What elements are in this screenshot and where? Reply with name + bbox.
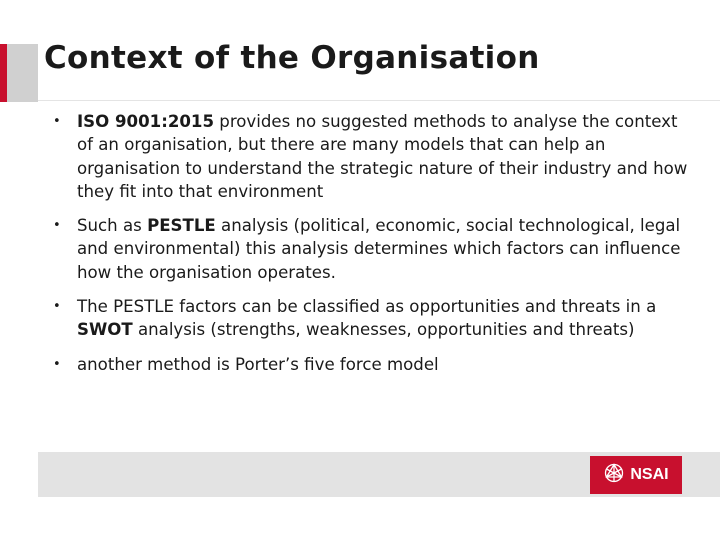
title-accent-red-stripe: [0, 44, 7, 102]
bullet-list: [38, 110, 698, 387]
bullet-text: provides no suggested methods to analyse the context of an organisation, but there are many models that can help an organisation to understand the strategic nature of their industry and how they fit into that environment: [77, 112, 688, 201]
bullet-text: another method is Porter’s five force model: [77, 354, 439, 374]
logo-text: NSAI: [630, 466, 669, 483]
bullet-item: [38, 214, 698, 284]
bullet-marker: •: [53, 299, 61, 315]
bullet-marker: •: [53, 114, 61, 129]
bullet-item: [38, 295, 698, 342]
bullet-text-bold: ISO 9001:2015: [77, 112, 215, 131]
nsai-logo: [590, 456, 682, 494]
title-divider: [38, 100, 720, 101]
slide-title: Context of the Organisation: [44, 40, 540, 76]
bullet-text: The PESTLE factors can be classified as opportunities and threats in a: [77, 297, 657, 317]
bullet-item: [38, 110, 698, 203]
bullet-marker: •: [53, 356, 61, 372]
bullet-item: [38, 353, 698, 376]
bullet-text: analysis (strengths, weaknesses, opportunities and threats): [132, 320, 635, 340]
bullet-text-bold: PESTLE: [147, 216, 216, 236]
bullet-text: analysis (political, economic, social technological, legal and environmental) this analysis determines which factors can influence how the organisation operates.: [77, 216, 681, 282]
bullet-text: Such as: [77, 216, 148, 236]
network-icon: [603, 462, 625, 488]
bullet-marker: •: [53, 218, 61, 234]
bullet-text-bold: SWOT: [77, 320, 133, 340]
